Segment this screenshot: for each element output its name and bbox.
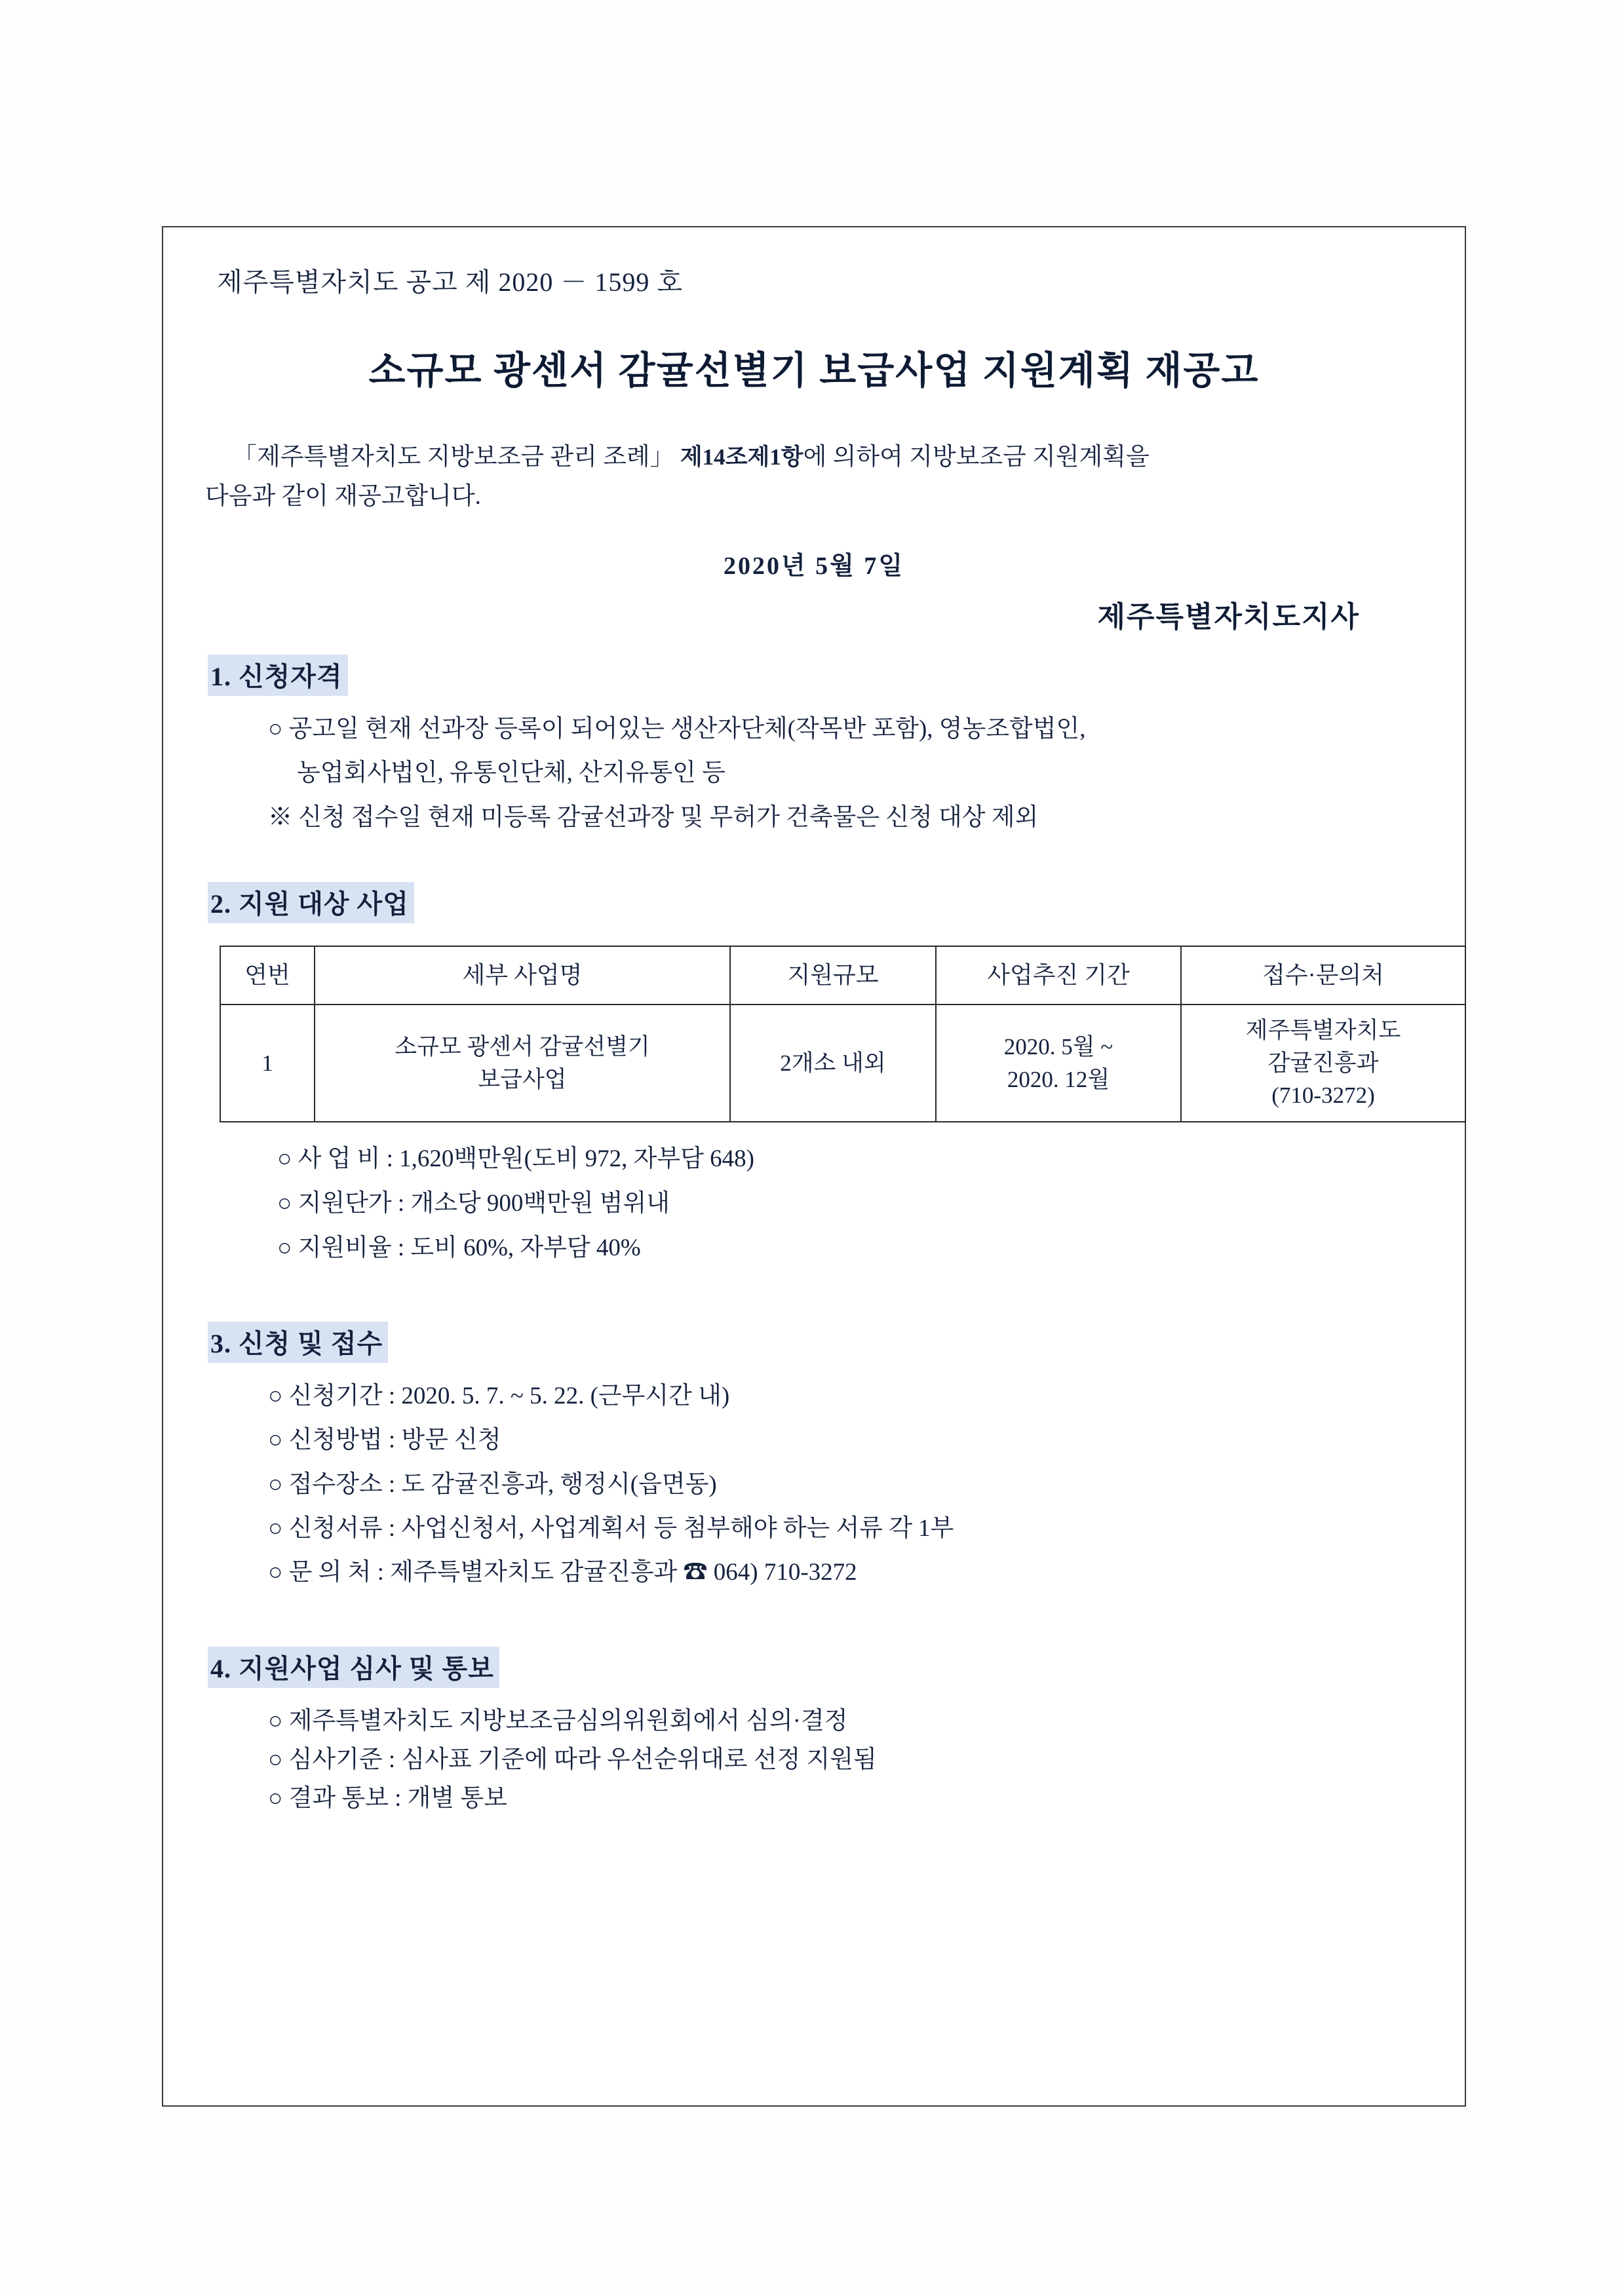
contact-line1: 제주특별자치도 — [1245, 1018, 1401, 1044]
table-header-cell: 사업추진 기간 — [936, 946, 1181, 1004]
list-item: ○ 신청서류 : 사업신청서, 사업계획서 등 첨부해야 하는 서류 각 1부 — [268, 1514, 954, 1542]
intro-line2: 다음과 같이 재공고합니다. — [205, 482, 481, 510]
program-name-line2: 보급사업 — [478, 1066, 567, 1092]
document-body — [163, 227, 1465, 2105]
signer-name: 제주특별자치도지사 — [1097, 600, 1360, 633]
section-4 — [208, 1627, 1423, 1696]
list-item: ○ 접수장소 : 도 감귤진흥과, 행정시(읍면동) — [268, 1470, 717, 1498]
list-item: ○ 심사기준 : 심사표 기준에 따라 우선순위대로 선정 지원됨 — [268, 1746, 877, 1773]
section-2-heading: 2. 지원 대상 사업 — [208, 882, 414, 923]
section-1 — [208, 635, 1423, 704]
program-name-line1: 소규모 광센서 감귤선별기 — [395, 1033, 650, 1060]
table-cell-contact — [1181, 1004, 1465, 1122]
document-border-frame — [162, 226, 1466, 2107]
section-2-details — [205, 1139, 1423, 1268]
detail-item: ○ 사 업 비 : 1,620백만원(도비 972, 자부담 648) — [277, 1145, 754, 1173]
section-1-heading: 1. 신청자격 — [208, 655, 348, 696]
list-item: ○ 결과 통보 : 개별 통보 — [268, 1785, 507, 1812]
detail-item: ○ 지원단가 : 개소당 900백만원 범위내 — [277, 1190, 670, 1217]
table-header-cell: 지원규모 — [730, 946, 936, 1004]
table-header-cell: 세부 사업명 — [315, 946, 730, 1004]
support-programs-table — [220, 946, 1466, 1122]
detail-item: ○ 지원비율 : 도비 60%, 자부담 40% — [277, 1234, 641, 1261]
term-line1: 2020. 5월 ~ — [1003, 1033, 1113, 1060]
section-4-list — [205, 1702, 1423, 1818]
list-item: ○ 신청기간 : 2020. 5. 7. ~ 5. 22. (근무시간 내) — [268, 1382, 730, 1409]
table-header-cell: 접수·문의처 — [1181, 946, 1465, 1004]
section-2 — [208, 860, 1423, 931]
section-3 — [208, 1302, 1423, 1371]
notice-date: 2020년 5월 7일 — [723, 552, 905, 580]
list-item: 농업회사법인, 유통인단체, 산지유통인 등 — [297, 759, 725, 787]
table-header-cell: 연번 — [220, 946, 315, 1004]
intro-law-clause: 제14조제1항 — [680, 444, 803, 470]
contact-line3: (710-3272) — [1271, 1082, 1375, 1109]
intro-suffix: 에 의하여 지방보조금 지원계획을 — [803, 444, 1150, 470]
table-row — [220, 1004, 1465, 1122]
section-4-heading: 4. 지원사업 심사 및 통보 — [208, 1647, 499, 1688]
list-item: ○ 공고일 현재 선과장 등록이 되어있는 생산자단체(작목반 포함), 영농조합법인, — [268, 715, 1086, 742]
term-line2: 2020. 12월 — [1007, 1066, 1110, 1092]
table-header-row — [220, 946, 1465, 1004]
intro-paragraph — [205, 438, 1423, 516]
table-cell-no: 1 — [220, 1004, 315, 1122]
list-item-contact: ○ 문 의 처 : 제주특별자치도 감귤진흥과 ☎ 064) 710-3272 — [268, 1559, 857, 1586]
section-3-heading: 3. 신청 및 접수 — [208, 1322, 388, 1363]
table-cell-name — [315, 1004, 730, 1122]
table-cell-term — [936, 1004, 1181, 1122]
page-title: 소규모 광센서 감귤선별기 보급사업 지원계획 재공고 — [368, 349, 1260, 392]
intro-prefix: 「제주특별자치도 지방보조금 관리 조례」 — [233, 444, 680, 470]
contact-line2: 감귤진흥과 — [1267, 1050, 1379, 1076]
table-cell-scale: 2개소 내외 — [730, 1004, 936, 1122]
list-item-note: ※ 신청 접수일 현재 미등록 감귤선과장 및 무허가 건축물은 신청 대상 제외 — [268, 803, 1039, 831]
section-3-list — [205, 1377, 1423, 1592]
list-item: ○ 제주특별자치도 지방보조금심의위원회에서 심의·결정 — [268, 1707, 848, 1734]
section-1-list — [205, 710, 1423, 836]
notice-number: 제주특별자치도 공고 제 2020 － 1599 호 — [217, 267, 684, 297]
list-item: ○ 신청방법 : 방문 신청 — [268, 1426, 501, 1454]
